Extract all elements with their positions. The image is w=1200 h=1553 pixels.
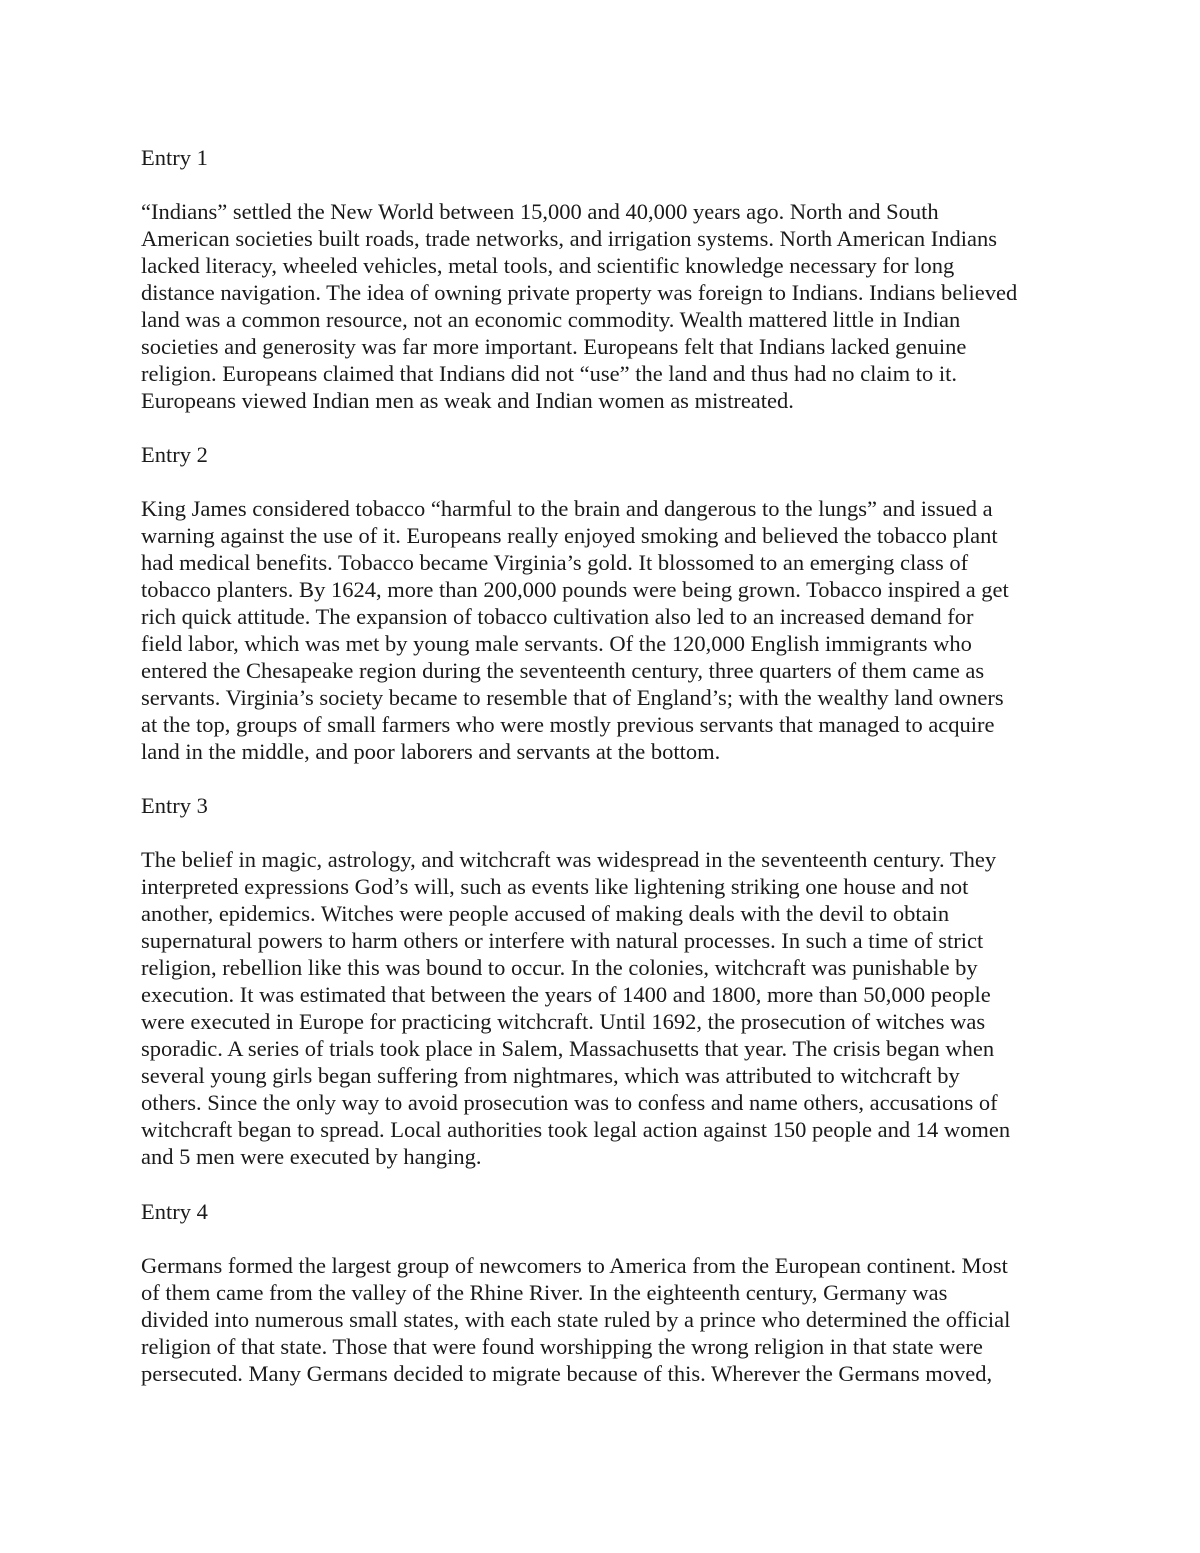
- heading-text: Entry 4: [141, 1199, 208, 1224]
- paragraph-line: persecuted. Many Germans decided to migrate because of this. Wherever the Germans moved,: [141, 1361, 993, 1386]
- heading-text: Entry 3: [141, 793, 208, 818]
- paragraph-line: land was a common resource, not an economic commodity. Wealth mattered little in Indian: [141, 307, 961, 332]
- paragraph-line: another, epidemics. Witches were people accused of making deals with the devil to obtain: [141, 901, 950, 926]
- entry-4-heading: [141, 1198, 1071, 1225]
- heading-text: Entry 1: [141, 145, 208, 170]
- entry-2-paragraph: [141, 495, 1071, 765]
- paragraph-line: entered the Chesapeake region during the seventeenth century, three quarters of them came as: [141, 658, 985, 683]
- paragraph-line: at the top, groups of small farmers who were mostly previous servants that managed to acquire: [141, 712, 995, 737]
- paragraph-line: had medical benefits. Tobacco became Virginia’s gold. It blossomed to an emerging class of: [141, 550, 969, 575]
- paragraph-line: The belief in magic, astrology, and witchcraft was widespread in the seventeenth century. They: [141, 847, 997, 872]
- paragraph-line: societies and generosity was far more important. Europeans felt that Indians lacked genuine: [141, 334, 967, 359]
- paragraph-line: land in the middle, and poor laborers and servants at the bottom.: [141, 739, 721, 764]
- paragraph-line: Germans formed the largest group of newcomers to America from the European continent. Most: [141, 1253, 1008, 1278]
- paragraph-line: religion. Europeans claimed that Indians did not “use” the land and thus had no claim to it.: [141, 361, 958, 386]
- paragraph-line: Europeans viewed Indian men as weak and Indian women as mistreated.: [141, 388, 794, 413]
- paragraph-line: rich quick attitude. The expansion of tobacco cultivation also led to an increased demand for: [141, 604, 974, 629]
- paragraph-line: American societies built roads, trade networks, and irrigation systems. North American Indians: [141, 226, 998, 251]
- paragraph-line: of them came from the valley of the Rhine River. In the eighteenth century, Germany was: [141, 1280, 948, 1305]
- paragraph-line: were executed in Europe for practicing witchcraft. Until 1692, the prosecution of witches was: [141, 1009, 986, 1034]
- entry-4-paragraph: [141, 1252, 1071, 1387]
- paragraph-line: witchcraft began to spread. Local authorities took legal action against 150 people and 14 women: [141, 1117, 1011, 1142]
- entry-3-paragraph: [141, 846, 1071, 1170]
- paragraph-line: and 5 men were executed by hanging.: [141, 1144, 482, 1169]
- paragraph-line: divided into numerous small states, with each state ruled by a prince who determined the official: [141, 1307, 1011, 1332]
- paragraph-line: religion, rebellion like this was bound to occur. In the colonies, witchcraft was punishable by: [141, 955, 978, 980]
- paragraph-line: interpreted expressions God’s will, such as events like lightening striking one house and not: [141, 874, 969, 899]
- paragraph-line: lacked literacy, wheeled vehicles, metal tools, and scientific knowledge necessary for long: [141, 253, 955, 278]
- entry-2-heading: [141, 441, 1071, 468]
- paragraph-line: distance navigation. The idea of owning private property was foreign to Indians. Indians believed: [141, 280, 1018, 305]
- paragraph-line: “Indians” settled the New World between 15,000 and 40,000 years ago. North and South: [141, 199, 939, 224]
- paragraph-line: warning against the use of it. Europeans really enjoyed smoking and believed the tobacco plant: [141, 523, 998, 548]
- paragraph-line: King James considered tobacco “harmful to the brain and dangerous to the lungs” and issued a: [141, 496, 993, 521]
- paragraph-line: several young girls began suffering from nightmares, which was attributed to witchcraft by: [141, 1063, 960, 1088]
- paragraph-line: execution. It was estimated that between the years of 1400 and 1800, more than 50,000 people: [141, 982, 991, 1007]
- paragraph-line: servants. Virginia’s society became to resemble that of England’s; with the wealthy land owners: [141, 685, 1004, 710]
- entry-3-heading: [141, 792, 1071, 819]
- entry-1-paragraph: [141, 198, 1071, 414]
- paragraph-line: sporadic. A series of trials took place in Salem, Massachusetts that year. The crisis began when: [141, 1036, 995, 1061]
- paragraph-line: others. Since the only way to avoid prosecution was to confess and name others, accusations of: [141, 1090, 998, 1115]
- paragraph-line: supernatural powers to harm others or interfere with natural processes. In such a time of strict: [141, 928, 984, 953]
- heading-text: Entry 2: [141, 442, 208, 467]
- entry-1-heading: [141, 144, 1071, 171]
- paragraph-line: field labor, which was met by young male servants. Of the 120,000 English immigrants who: [141, 631, 972, 656]
- paragraph-line: tobacco planters. By 1624, more than 200,000 pounds were being grown. Tobacco inspired a get: [141, 577, 1009, 602]
- paragraph-line: religion of that state. Those that were found worshipping the wrong religion in that state were: [141, 1334, 983, 1359]
